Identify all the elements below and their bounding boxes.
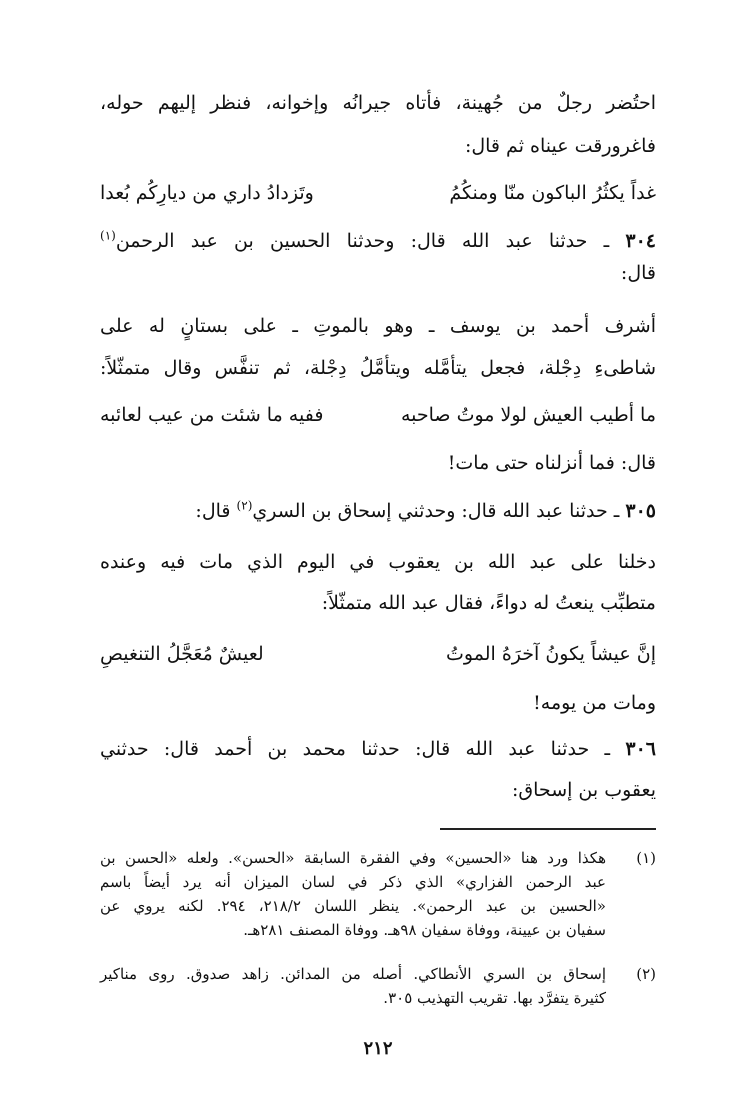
entry-heading-305 <box>100 496 656 526</box>
footnote-2 <box>100 962 656 1010</box>
entry-text: ـ حدثنا عبد الله قال: حدثنا محمد بن أحمد قال: حدثني <box>100 738 611 760</box>
paragraph-line: شاطىءِ دِجْلة، فجعل يتأمَّله ويتأمَّلُ دِجْلة، ثم تنفَّس وقال متمثّلاً: <box>100 357 656 379</box>
footnote-label: (٢) <box>636 965 656 983</box>
paragraph-line: فاغرورقت عيناه ثم قال: <box>464 135 656 157</box>
entry-number: ٣٠٤ <box>625 230 657 252</box>
entry-heading-304 <box>100 226 656 256</box>
paragraph-line: ومات من يومه! <box>533 692 656 714</box>
footnote-ref: (٢) <box>236 498 253 513</box>
footnote-1 <box>100 846 656 942</box>
footnote-line: عبد الرحمن الفزاري» الذي ذكر في لسان الميزان أنه يرد أيضاً باسم <box>100 873 606 891</box>
footnote-line: سفيان بن عيينة، ووفاة سفيان ٩٨هـ. ووفاة المصنف ٢٨١هـ. <box>243 921 606 939</box>
paragraph-line: احتُضر رجلٌ من جُهينة، فأتاه جيرانُه وإخوانه، فنظر إليهم حوله، <box>100 92 656 114</box>
poem-verse <box>100 637 656 671</box>
entry-text-tail: قال: <box>195 500 231 522</box>
footnote-ref: (١) <box>100 228 116 243</box>
verse-first-hemistich: إنَّ عيشاً يكونُ آخرَهُ الموتُ <box>446 643 656 665</box>
paragraph-line: قال: فما أنزلناه حتى مات! <box>447 452 656 474</box>
footnote-text <box>100 962 606 1010</box>
verse-second-hemistich: ففيه ما شئت من عيب لعائبه <box>100 404 324 426</box>
page-number: ٢١٢ <box>363 1038 393 1059</box>
entry-text: ـ حدثنا عبد الله قال: وحدثنا الحسين بن عبد الرحمن <box>115 230 610 252</box>
entry-text: ـ حدثنا عبد الله قال: وحدثني إسحاق بن السري <box>252 500 620 522</box>
poem-verse <box>100 398 656 432</box>
paragraph-line: يعقوب بن إسحاق: <box>512 779 656 801</box>
verse-second-hemistich: وتَزدادُ داري من ديارِكُم بُعدا <box>100 182 314 204</box>
footnote-line: «الحسين بن عبد الرحمن». ينظر اللسان ٢١٨/٢، ٢٩٤. لكنه يروي عن <box>100 897 606 915</box>
poem-verse <box>100 176 656 210</box>
footnote-text <box>100 846 606 942</box>
footnote-line: هكذا ورد هنا «الحسين» وفي الفقرة السابقة «الحسن». ولعله «الحسن بن <box>100 849 606 867</box>
verse-first-hemistich: ما أطيب العيش لولا موتُ صاحبه <box>400 404 656 426</box>
page-body <box>100 0 656 1114</box>
entry-number: ٣٠٦ <box>625 738 656 760</box>
footnote-divider <box>440 828 656 830</box>
paragraph-line: متطبِّب ينعتُ له دواءً، فقال عبد الله متمثّلاً: <box>321 592 656 614</box>
footnote-line: كثيرة يتفرَّد بها. تقريب التهذيب ٣٠٥. <box>383 989 606 1007</box>
entry-heading-306 <box>100 734 656 764</box>
paragraph-line: أشرف أحمد بن يوسف ـ وهو بالموتِ ـ على بستانٍ له على <box>100 315 656 337</box>
footnote-line: إسحاق بن السري الأنطاكي. أصله من المدائن. زاهد صدوق. روى مناكير <box>100 965 606 983</box>
verse-second-hemistich: لعيشٌ مُعَجَّلُ التنغيصِ <box>100 643 264 665</box>
paragraph-line: قال: <box>620 262 656 284</box>
verse-first-hemistich: غداً يكثُرُ الباكون منّا ومنكُمُ <box>449 182 656 204</box>
footnote-label: (١) <box>636 849 656 867</box>
entry-number: ٣٠٥ <box>625 500 656 522</box>
paragraph-line: دخلنا على عبد الله بن يعقوب في اليوم الذي مات فيه وعنده <box>100 551 656 573</box>
